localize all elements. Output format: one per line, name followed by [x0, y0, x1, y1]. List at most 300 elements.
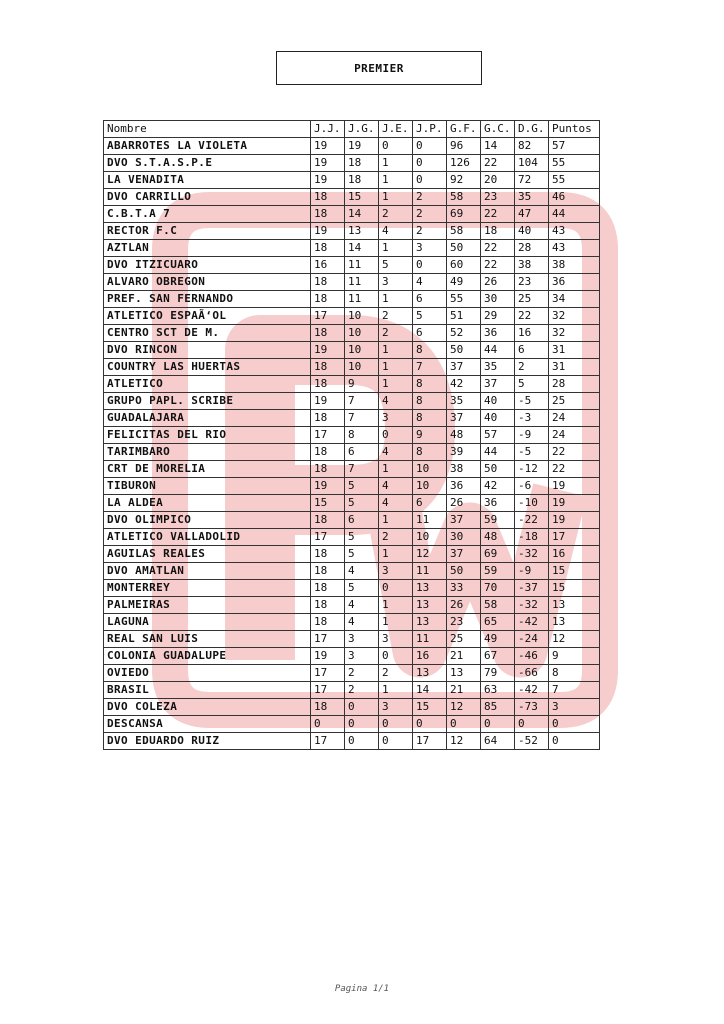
- won-cell: 9: [345, 376, 379, 393]
- table-row: [104, 291, 600, 308]
- goals-against-cell: 50: [481, 461, 515, 478]
- points-cell: 9: [549, 648, 600, 665]
- goal-difference-cell: 35: [515, 189, 549, 206]
- lost-cell: 8: [413, 342, 447, 359]
- goals-for-cell: 50: [447, 563, 481, 580]
- goal-difference-cell: 0: [515, 716, 549, 733]
- played-cell: 17: [311, 529, 345, 546]
- played-cell: 17: [311, 427, 345, 444]
- goals-for-cell: 37: [447, 410, 481, 427]
- standings-table: [103, 120, 600, 750]
- points-cell: 34: [549, 291, 600, 308]
- won-cell: 2: [345, 682, 379, 699]
- lost-cell: 16: [413, 648, 447, 665]
- table-row: [104, 257, 600, 274]
- team-name-cell: TIBURON: [104, 478, 311, 495]
- drawn-cell: 2: [379, 325, 413, 342]
- goal-difference-cell: -32: [515, 597, 549, 614]
- won-cell: 14: [345, 240, 379, 257]
- drawn-cell: 0: [379, 716, 413, 733]
- goals-for-cell: 23: [447, 614, 481, 631]
- table-row: [104, 410, 600, 427]
- played-cell: 18: [311, 240, 345, 257]
- goal-difference-cell: -73: [515, 699, 549, 716]
- points-cell: 3: [549, 699, 600, 716]
- won-cell: 0: [345, 733, 379, 750]
- lost-cell: 0: [413, 257, 447, 274]
- points-cell: 19: [549, 478, 600, 495]
- lost-cell: 2: [413, 189, 447, 206]
- won-cell: 11: [345, 257, 379, 274]
- goals-against-cell: 59: [481, 563, 515, 580]
- lost-cell: 6: [413, 495, 447, 512]
- goals-for-cell: 60: [447, 257, 481, 274]
- won-cell: 15: [345, 189, 379, 206]
- goals-for-cell: 36: [447, 478, 481, 495]
- table-row: [104, 563, 600, 580]
- points-cell: 7: [549, 682, 600, 699]
- lost-cell: 13: [413, 614, 447, 631]
- points-cell: 25: [549, 393, 600, 410]
- table-row: [104, 631, 600, 648]
- drawn-cell: 3: [379, 563, 413, 580]
- points-cell: 43: [549, 240, 600, 257]
- goal-difference-cell: -5: [515, 444, 549, 461]
- drawn-cell: 2: [379, 665, 413, 682]
- goals-for-cell: 42: [447, 376, 481, 393]
- drawn-cell: 1: [379, 342, 413, 359]
- drawn-cell: 1: [379, 240, 413, 257]
- points-cell: 46: [549, 189, 600, 206]
- goals-for-cell: 58: [447, 189, 481, 206]
- won-cell: 4: [345, 597, 379, 614]
- goals-against-cell: 69: [481, 546, 515, 563]
- won-cell: 6: [345, 444, 379, 461]
- table-row: [104, 393, 600, 410]
- team-name-cell: CRT DE MORELIA: [104, 461, 311, 478]
- points-cell: 55: [549, 172, 600, 189]
- won-cell: 7: [345, 410, 379, 427]
- table-row: [104, 716, 600, 733]
- goals-against-cell: 49: [481, 631, 515, 648]
- goals-for-cell: 96: [447, 138, 481, 155]
- points-cell: 0: [549, 716, 600, 733]
- points-cell: 31: [549, 342, 600, 359]
- goals-against-cell: 40: [481, 410, 515, 427]
- goals-against-cell: 70: [481, 580, 515, 597]
- goal-difference-cell: -52: [515, 733, 549, 750]
- goal-difference-cell: -9: [515, 563, 549, 580]
- goals-against-cell: 40: [481, 393, 515, 410]
- won-cell: 7: [345, 393, 379, 410]
- team-name-cell: LA VENADITA: [104, 172, 311, 189]
- played-cell: 19: [311, 342, 345, 359]
- lost-cell: 7: [413, 359, 447, 376]
- table-row: [104, 223, 600, 240]
- won-cell: 11: [345, 291, 379, 308]
- table-row: [104, 546, 600, 563]
- page-footer: Pagina 1/1: [334, 984, 390, 994]
- goals-for-cell: 12: [447, 733, 481, 750]
- table-row: [104, 512, 600, 529]
- won-cell: 10: [345, 342, 379, 359]
- goals-for-cell: 12: [447, 699, 481, 716]
- lost-cell: 11: [413, 563, 447, 580]
- points-cell: 32: [549, 308, 600, 325]
- goal-difference-cell: -9: [515, 427, 549, 444]
- goals-for-cell: 50: [447, 342, 481, 359]
- played-cell: 18: [311, 206, 345, 223]
- won-cell: 5: [345, 580, 379, 597]
- table-row: [104, 461, 600, 478]
- drawn-cell: 4: [379, 393, 413, 410]
- goals-for-cell: 126: [447, 155, 481, 172]
- team-name-cell: REAL SAN LUIS: [104, 631, 311, 648]
- team-name-cell: DVO CARRILLO: [104, 189, 311, 206]
- team-name-cell: ATLETICO ESPAÃ‘OL: [104, 308, 311, 325]
- goals-against-cell: 14: [481, 138, 515, 155]
- won-cell: 10: [345, 325, 379, 342]
- table-row: [104, 733, 600, 750]
- points-cell: 8: [549, 665, 600, 682]
- goal-difference-cell: 22: [515, 308, 549, 325]
- drawn-cell: 1: [379, 189, 413, 206]
- table-row: [104, 665, 600, 682]
- goal-difference-cell: 104: [515, 155, 549, 172]
- drawn-cell: 1: [379, 597, 413, 614]
- drawn-cell: 1: [379, 682, 413, 699]
- table-row: [104, 597, 600, 614]
- table-row: [104, 699, 600, 716]
- goals-for-cell: 38: [447, 461, 481, 478]
- lost-cell: 4: [413, 274, 447, 291]
- goal-difference-cell: 5: [515, 376, 549, 393]
- drawn-cell: 0: [379, 733, 413, 750]
- won-cell: 8: [345, 427, 379, 444]
- column-header-je: J.E.: [379, 121, 413, 138]
- lost-cell: 13: [413, 580, 447, 597]
- team-name-cell: LAGUNA: [104, 614, 311, 631]
- won-cell: 10: [345, 308, 379, 325]
- lost-cell: 10: [413, 478, 447, 495]
- team-name-cell: GRUPO PAPL. SCRIBE: [104, 393, 311, 410]
- goals-against-cell: 0: [481, 716, 515, 733]
- table-row: [104, 580, 600, 597]
- goals-against-cell: 42: [481, 478, 515, 495]
- goals-for-cell: 49: [447, 274, 481, 291]
- goal-difference-cell: 38: [515, 257, 549, 274]
- team-name-cell: GUADALAJARA: [104, 410, 311, 427]
- goals-for-cell: 48: [447, 427, 481, 444]
- team-name-cell: RECTOR F.C: [104, 223, 311, 240]
- table-row: [104, 495, 600, 512]
- goals-against-cell: 64: [481, 733, 515, 750]
- lost-cell: 10: [413, 461, 447, 478]
- goals-against-cell: 23: [481, 189, 515, 206]
- goals-against-cell: 26: [481, 274, 515, 291]
- goal-difference-cell: 47: [515, 206, 549, 223]
- goals-for-cell: 30: [447, 529, 481, 546]
- goals-for-cell: 55: [447, 291, 481, 308]
- points-cell: 55: [549, 155, 600, 172]
- team-name-cell: TARIMBARO: [104, 444, 311, 461]
- goal-difference-cell: -10: [515, 495, 549, 512]
- points-cell: 24: [549, 427, 600, 444]
- played-cell: 18: [311, 444, 345, 461]
- lost-cell: 8: [413, 410, 447, 427]
- team-name-cell: DVO RINCON: [104, 342, 311, 359]
- played-cell: 18: [311, 614, 345, 631]
- points-cell: 15: [549, 580, 600, 597]
- played-cell: 17: [311, 665, 345, 682]
- drawn-cell: 4: [379, 444, 413, 461]
- goal-difference-cell: 72: [515, 172, 549, 189]
- goal-difference-cell: -46: [515, 648, 549, 665]
- goal-difference-cell: -3: [515, 410, 549, 427]
- drawn-cell: 0: [379, 648, 413, 665]
- table-row: [104, 376, 600, 393]
- points-cell: 28: [549, 376, 600, 393]
- goals-against-cell: 22: [481, 240, 515, 257]
- team-name-cell: COUNTRY LAS HUERTAS: [104, 359, 311, 376]
- won-cell: 19: [345, 138, 379, 155]
- column-header-dg: D.G.: [515, 121, 549, 138]
- played-cell: 18: [311, 189, 345, 206]
- team-name-cell: BRASIL: [104, 682, 311, 699]
- team-name-cell: COLONIA GUADALUPE: [104, 648, 311, 665]
- points-cell: 17: [549, 529, 600, 546]
- team-name-cell: FELICITAS DEL RIO: [104, 427, 311, 444]
- goals-against-cell: 58: [481, 597, 515, 614]
- table-row: [104, 138, 600, 155]
- column-header-puntos: Puntos: [549, 121, 600, 138]
- played-cell: 18: [311, 274, 345, 291]
- points-cell: 31: [549, 359, 600, 376]
- goal-difference-cell: -42: [515, 614, 549, 631]
- played-cell: 18: [311, 410, 345, 427]
- goals-against-cell: 67: [481, 648, 515, 665]
- goal-difference-cell: -5: [515, 393, 549, 410]
- page-title: PREMIER: [276, 51, 482, 85]
- lost-cell: 0: [413, 172, 447, 189]
- lost-cell: 6: [413, 291, 447, 308]
- points-cell: 43: [549, 223, 600, 240]
- goals-for-cell: 50: [447, 240, 481, 257]
- lost-cell: 8: [413, 393, 447, 410]
- lost-cell: 9: [413, 427, 447, 444]
- played-cell: 18: [311, 325, 345, 342]
- won-cell: 5: [345, 478, 379, 495]
- drawn-cell: 1: [379, 546, 413, 563]
- column-header-nombre: Nombre: [104, 121, 311, 138]
- table-row: [104, 172, 600, 189]
- goals-for-cell: 21: [447, 648, 481, 665]
- won-cell: 13: [345, 223, 379, 240]
- table-row: [104, 614, 600, 631]
- played-cell: 18: [311, 512, 345, 529]
- goal-difference-cell: 28: [515, 240, 549, 257]
- points-cell: 22: [549, 461, 600, 478]
- goal-difference-cell: 40: [515, 223, 549, 240]
- won-cell: 4: [345, 614, 379, 631]
- goal-difference-cell: -66: [515, 665, 549, 682]
- drawn-cell: 1: [379, 512, 413, 529]
- points-cell: 0: [549, 733, 600, 750]
- lost-cell: 11: [413, 631, 447, 648]
- goals-for-cell: 92: [447, 172, 481, 189]
- played-cell: 17: [311, 631, 345, 648]
- points-cell: 19: [549, 495, 600, 512]
- lost-cell: 0: [413, 138, 447, 155]
- drawn-cell: 1: [379, 291, 413, 308]
- table-row: [104, 478, 600, 495]
- goals-for-cell: 37: [447, 359, 481, 376]
- goal-difference-cell: 2: [515, 359, 549, 376]
- goals-for-cell: 52: [447, 325, 481, 342]
- lost-cell: 13: [413, 665, 447, 682]
- team-name-cell: PALMEIRAS: [104, 597, 311, 614]
- lost-cell: 2: [413, 206, 447, 223]
- goals-against-cell: 44: [481, 444, 515, 461]
- drawn-cell: 4: [379, 495, 413, 512]
- goals-against-cell: 22: [481, 206, 515, 223]
- points-cell: 24: [549, 410, 600, 427]
- played-cell: 18: [311, 580, 345, 597]
- won-cell: 3: [345, 648, 379, 665]
- lost-cell: 17: [413, 733, 447, 750]
- drawn-cell: 2: [379, 308, 413, 325]
- team-name-cell: AZTLAN: [104, 240, 311, 257]
- table-row: [104, 342, 600, 359]
- points-cell: 38: [549, 257, 600, 274]
- goals-against-cell: 36: [481, 495, 515, 512]
- table-row: [104, 682, 600, 699]
- lost-cell: 10: [413, 529, 447, 546]
- column-header-jp: J.P.: [413, 121, 447, 138]
- won-cell: 10: [345, 359, 379, 376]
- team-name-cell: ALVARO OBREGON: [104, 274, 311, 291]
- lost-cell: 11: [413, 512, 447, 529]
- played-cell: 0: [311, 716, 345, 733]
- goals-against-cell: 22: [481, 257, 515, 274]
- won-cell: 5: [345, 529, 379, 546]
- goal-difference-cell: -37: [515, 580, 549, 597]
- column-header-jg: J.G.: [345, 121, 379, 138]
- points-cell: 13: [549, 614, 600, 631]
- team-name-cell: CENTRO SCT DE M.: [104, 325, 311, 342]
- won-cell: 14: [345, 206, 379, 223]
- drawn-cell: 5: [379, 257, 413, 274]
- lost-cell: 0: [413, 716, 447, 733]
- goal-difference-cell: 82: [515, 138, 549, 155]
- drawn-cell: 1: [379, 376, 413, 393]
- played-cell: 19: [311, 138, 345, 155]
- goals-against-cell: 29: [481, 308, 515, 325]
- goals-against-cell: 30: [481, 291, 515, 308]
- won-cell: 11: [345, 274, 379, 291]
- table-row: [104, 529, 600, 546]
- lost-cell: 12: [413, 546, 447, 563]
- goal-difference-cell: -12: [515, 461, 549, 478]
- played-cell: 18: [311, 461, 345, 478]
- won-cell: 0: [345, 699, 379, 716]
- played-cell: 19: [311, 478, 345, 495]
- played-cell: 16: [311, 257, 345, 274]
- column-header-gf: G.F.: [447, 121, 481, 138]
- drawn-cell: 3: [379, 410, 413, 427]
- team-name-cell: DVO AMATLAN: [104, 563, 311, 580]
- won-cell: 18: [345, 155, 379, 172]
- lost-cell: 14: [413, 682, 447, 699]
- goals-for-cell: 0: [447, 716, 481, 733]
- lost-cell: 13: [413, 597, 447, 614]
- team-name-cell: DESCANSA: [104, 716, 311, 733]
- played-cell: 18: [311, 359, 345, 376]
- team-name-cell: AGUILAS REALES: [104, 546, 311, 563]
- played-cell: 17: [311, 682, 345, 699]
- played-cell: 19: [311, 223, 345, 240]
- team-name-cell: DVO ITZICUARO: [104, 257, 311, 274]
- points-cell: 12: [549, 631, 600, 648]
- team-name-cell: ATLETICO VALLADOLID: [104, 529, 311, 546]
- team-name-cell: DVO COLEZA: [104, 699, 311, 716]
- goals-for-cell: 39: [447, 444, 481, 461]
- goals-against-cell: 22: [481, 155, 515, 172]
- goal-difference-cell: -32: [515, 546, 549, 563]
- goals-for-cell: 26: [447, 495, 481, 512]
- goals-for-cell: 26: [447, 597, 481, 614]
- goal-difference-cell: 6: [515, 342, 549, 359]
- table-header-row: [104, 121, 600, 138]
- won-cell: 5: [345, 495, 379, 512]
- won-cell: 5: [345, 546, 379, 563]
- team-name-cell: DVO EDUARDO RUIZ: [104, 733, 311, 750]
- lost-cell: 6: [413, 325, 447, 342]
- goals-against-cell: 20: [481, 172, 515, 189]
- team-name-cell: C.B.T.A 7: [104, 206, 311, 223]
- lost-cell: 5: [413, 308, 447, 325]
- played-cell: 19: [311, 155, 345, 172]
- points-cell: 16: [549, 546, 600, 563]
- goals-for-cell: 51: [447, 308, 481, 325]
- team-name-cell: OVIEDO: [104, 665, 311, 682]
- table-row: [104, 206, 600, 223]
- goals-for-cell: 37: [447, 512, 481, 529]
- team-name-cell: PREF. SAN FERNANDO: [104, 291, 311, 308]
- lost-cell: 3: [413, 240, 447, 257]
- column-header-gc: G.C.: [481, 121, 515, 138]
- table-row: [104, 359, 600, 376]
- goal-difference-cell: -18: [515, 529, 549, 546]
- played-cell: 17: [311, 733, 345, 750]
- team-name-cell: ABARROTES LA VIOLETA: [104, 138, 311, 155]
- team-name-cell: MONTERREY: [104, 580, 311, 597]
- drawn-cell: 3: [379, 274, 413, 291]
- drawn-cell: 2: [379, 529, 413, 546]
- played-cell: 18: [311, 376, 345, 393]
- lost-cell: 8: [413, 376, 447, 393]
- drawn-cell: 0: [379, 427, 413, 444]
- column-header-jj: J.J.: [311, 121, 345, 138]
- table-row: [104, 325, 600, 342]
- lost-cell: 2: [413, 223, 447, 240]
- lost-cell: 0: [413, 155, 447, 172]
- table-row: [104, 189, 600, 206]
- won-cell: 4: [345, 563, 379, 580]
- played-cell: 18: [311, 291, 345, 308]
- drawn-cell: 3: [379, 699, 413, 716]
- goals-for-cell: 58: [447, 223, 481, 240]
